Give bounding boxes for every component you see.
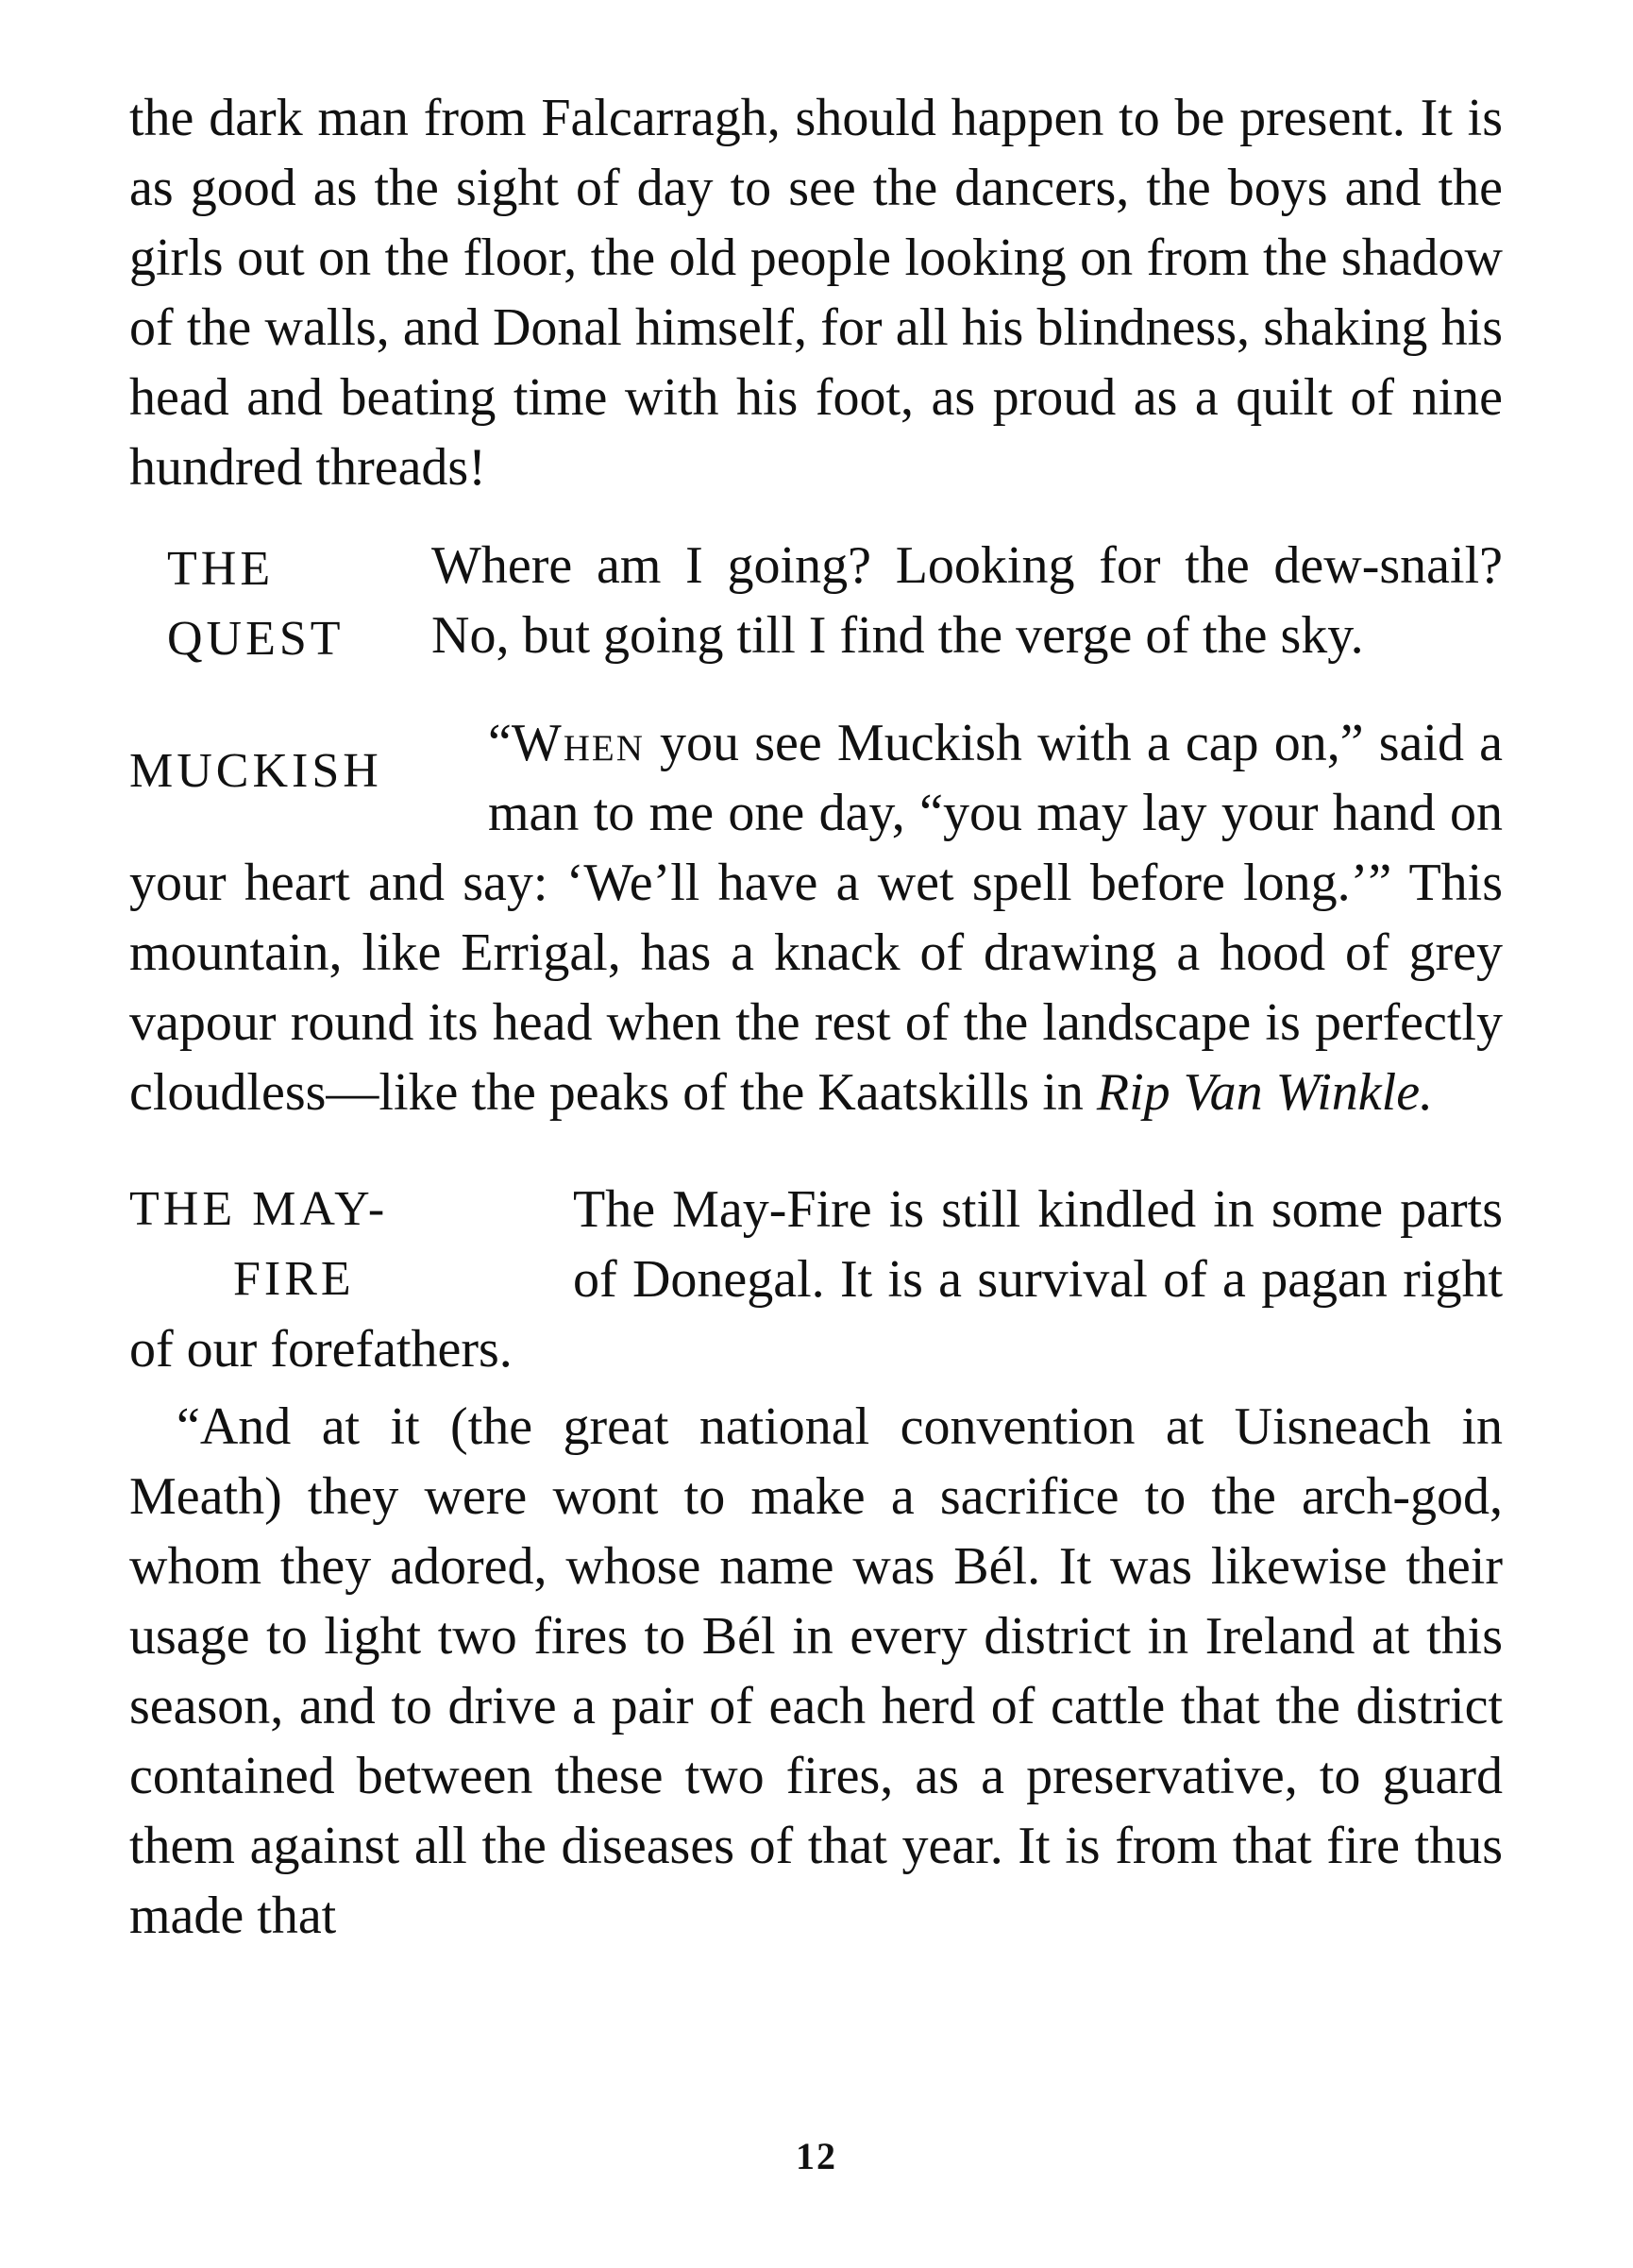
may-fire-quotation: “And at it (the great national convention at Uisneach in Meath) they were wont to make a sacrifice to the arch-god, whom they adored, whose name was Bél. It was likewise their usage to light two fires to Bél in every district in Ireland at this season, and to drive a pair of each herd of cattle that the district contained between these two fires, as a preservative, to guard them against all the diseases of that year. It is from that fire thus made that xyxy=(129,1397,1503,1945)
side-heading-line: QUEST xyxy=(167,612,345,666)
section-muckish xyxy=(129,708,1503,1127)
italic-title: Rip Van Winkle. xyxy=(1096,1063,1434,1122)
side-heading-the-quest xyxy=(129,534,394,674)
side-heading-line: FIRE xyxy=(233,1252,355,1306)
may-fire-paragraph: The May-Fire is still kindled in some parts of Donegal. It is a survival of a pagan right of our forefathers. xyxy=(129,1180,1503,1379)
side-heading-line: MUCKISH xyxy=(129,744,382,798)
section-the-may-fire xyxy=(129,1175,1503,1384)
quest-paragraph: Where am I going? Looking for the dew-snail? No, but going till I find the verge of the sky. xyxy=(431,536,1503,665)
page-number: 12 xyxy=(796,2135,837,2177)
muckish-body: you see Muckish with a cap on,” said a man to me one day, “you may lay your hand on your heart and say: ‘We’ll have a wet spell before long.’” This mountain, like Errigal, has a knack of drawing a hood of grey vapour round its head when the rest of the landscape is perfectly cloudless—like the peaks of the Kaatskills in xyxy=(129,714,1503,1122)
lead-word: When xyxy=(511,714,645,772)
section-the-quest xyxy=(129,531,1503,674)
opening-paragraph: the dark man from Falcarragh, should happen to be present. It is as good as the sight of day to see the dancers, the boys and the girls out on the floor, the old people looking on from the shadow of the walls, and Donal himself, for all his blindness, shaking his head and beating time with his foot, as proud as a quilt of nine hundred threads! xyxy=(129,89,1503,497)
side-heading-line: THE MAY- xyxy=(129,1182,389,1236)
side-heading-muckish xyxy=(129,708,450,806)
page-text-block xyxy=(129,83,1503,1951)
side-heading-line: THE xyxy=(167,542,275,596)
opening-quote: “ xyxy=(488,714,512,772)
side-heading-the-may-fire xyxy=(129,1175,535,1314)
